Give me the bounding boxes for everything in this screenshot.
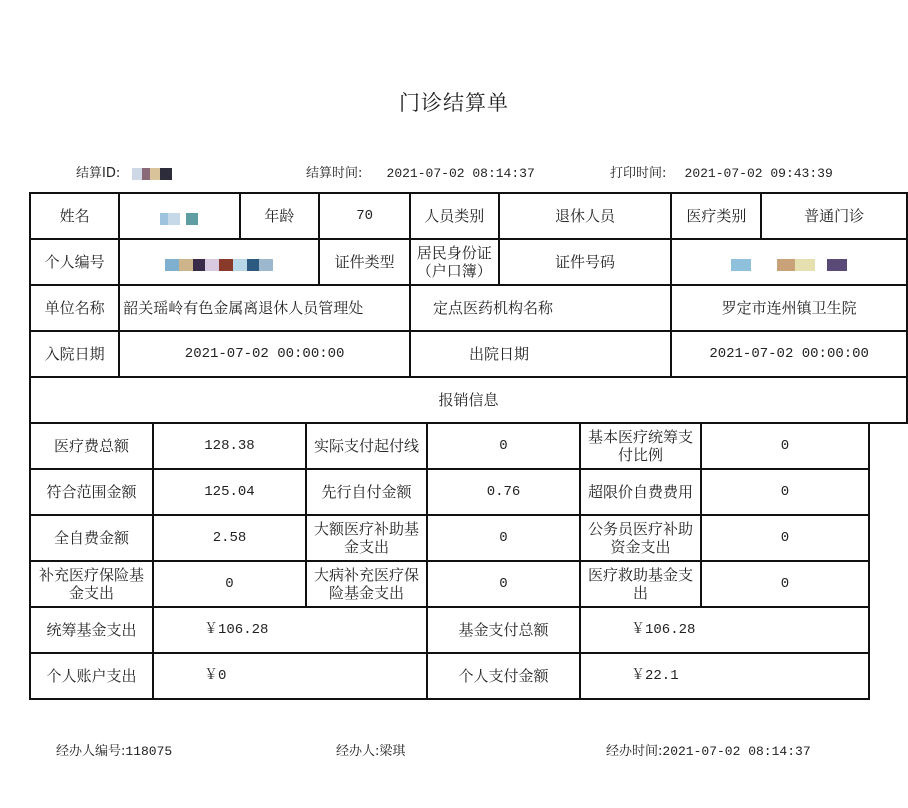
pooled-fund-value: ￥106.28 (153, 607, 427, 653)
id-type-label: 证件类型 (319, 239, 410, 285)
personal-no-value (119, 239, 319, 285)
table-row (30, 423, 869, 469)
personal-pay-value: ￥22.1 (580, 653, 869, 699)
reimbursement-section-title: 报销信息 (30, 377, 907, 423)
reimb-value: 125.04 (153, 469, 306, 515)
table-row (30, 193, 907, 239)
admit-date-value: 2021-07-02 00:00:00 (119, 331, 410, 377)
reimb-label: 大额医疗补助基金支出 (306, 515, 427, 561)
operator-no-label: 经办人编号: (56, 744, 126, 759)
reimb-label: 医疗费总额 (30, 423, 153, 469)
reimb-label: 补充医疗保险基金支出 (30, 561, 153, 607)
unit-value: 韶关瑶岭有色金属离退休人员管理处 (119, 285, 410, 331)
operate-time (606, 740, 811, 759)
table-row (30, 331, 907, 377)
settlement-time (306, 162, 535, 181)
reimb-value: 0 (701, 515, 869, 561)
reimb-value: 0 (701, 469, 869, 515)
settlement-id-label: 结算ID: (76, 166, 121, 181)
unit-label: 单位名称 (30, 285, 119, 331)
table-row (30, 515, 869, 561)
id-type-value: 居民身份证（户口簿） (410, 239, 499, 285)
pooled-fund-label: 统筹基金支出 (30, 607, 153, 653)
print-time-label: 打印时间: (610, 166, 667, 181)
settlement-time-label: 结算时间: (306, 166, 363, 181)
reimb-value: 0 (153, 561, 306, 607)
print-time (610, 162, 833, 181)
print-time-value: 2021-07-02 09:43:39 (684, 166, 833, 181)
id-no-value (671, 239, 907, 285)
reimb-value: 0 (427, 515, 580, 561)
operator (336, 740, 405, 759)
reimb-value: 0 (701, 423, 869, 469)
reimb-label: 符合范围金额 (30, 469, 153, 515)
id-no-label: 证件号码 (499, 239, 672, 285)
reimb-label: 公务员医疗补助资金支出 (580, 515, 701, 561)
personal-account-label: 个人账户支出 (30, 653, 153, 699)
reimb-label: 先行自付金额 (306, 469, 427, 515)
redacted-personal-no (165, 257, 273, 269)
reimb-value: 0 (427, 423, 580, 469)
person-type-value: 退休人员 (499, 193, 672, 239)
reimb-label: 医疗救助基金支出 (580, 561, 701, 607)
reimb-label: 超限价自费费用 (580, 469, 701, 515)
operator-label: 经办人: (336, 744, 380, 759)
redacted-name (160, 211, 198, 223)
name-value (119, 193, 239, 239)
settlement-id (76, 162, 172, 181)
personal-pay-label: 个人支付金额 (427, 653, 580, 699)
table-row (30, 561, 869, 607)
settlement-time-value: 2021-07-02 08:14:37 (386, 166, 535, 181)
medical-type-label: 医疗类别 (671, 193, 761, 239)
settlement-table (29, 192, 908, 424)
table-row (30, 653, 869, 699)
operator-no-value: 118075 (125, 744, 173, 759)
reimb-label: 实际支付起付线 (306, 423, 427, 469)
table-row (30, 607, 869, 653)
age-value: 70 (319, 193, 410, 239)
reimb-value: 0 (701, 561, 869, 607)
fund-total-value: ￥106.28 (580, 607, 869, 653)
admit-date-label: 入院日期 (30, 331, 119, 377)
reimb-label: 全自费金额 (30, 515, 153, 561)
medical-type-value: 普通门诊 (761, 193, 907, 239)
operate-time-value: 2021-07-02 08:14:37 (662, 744, 811, 759)
operator-value: 梁琪 (379, 744, 406, 759)
operator-no (56, 740, 172, 759)
personal-account-value: ￥0 (153, 653, 427, 699)
reimb-value: 0 (427, 561, 580, 607)
discharge-date-label: 出院日期 (410, 331, 671, 377)
institution-value: 罗定市连州镇卫生院 (671, 285, 907, 331)
discharge-date-value: 2021-07-02 00:00:00 (671, 331, 907, 377)
reimb-label: 基本医疗统筹支付比例 (580, 423, 701, 469)
institution-label: 定点医药机构名称 (410, 285, 671, 331)
person-type-label: 人员类别 (410, 193, 499, 239)
document-title: 门诊结算单 (399, 91, 509, 115)
table-row (30, 285, 907, 331)
personal-no-label: 个人编号 (30, 239, 119, 285)
reimb-value: 0.76 (427, 469, 580, 515)
reimbursement-table (29, 422, 870, 700)
table-row (30, 239, 907, 285)
reimb-value: 128.38 (153, 423, 306, 469)
redacted-settlement-id (132, 168, 172, 180)
reimb-value: 2.58 (153, 515, 306, 561)
fund-total-label: 基金支付总额 (427, 607, 580, 653)
table-row (30, 377, 907, 423)
table-row (30, 469, 869, 515)
name-label: 姓名 (30, 193, 119, 239)
age-label: 年龄 (240, 193, 320, 239)
reimb-label: 大病补充医疗保险基金支出 (306, 561, 427, 607)
redacted-id-no (731, 257, 847, 269)
operate-time-label: 经办时间: (606, 744, 663, 759)
